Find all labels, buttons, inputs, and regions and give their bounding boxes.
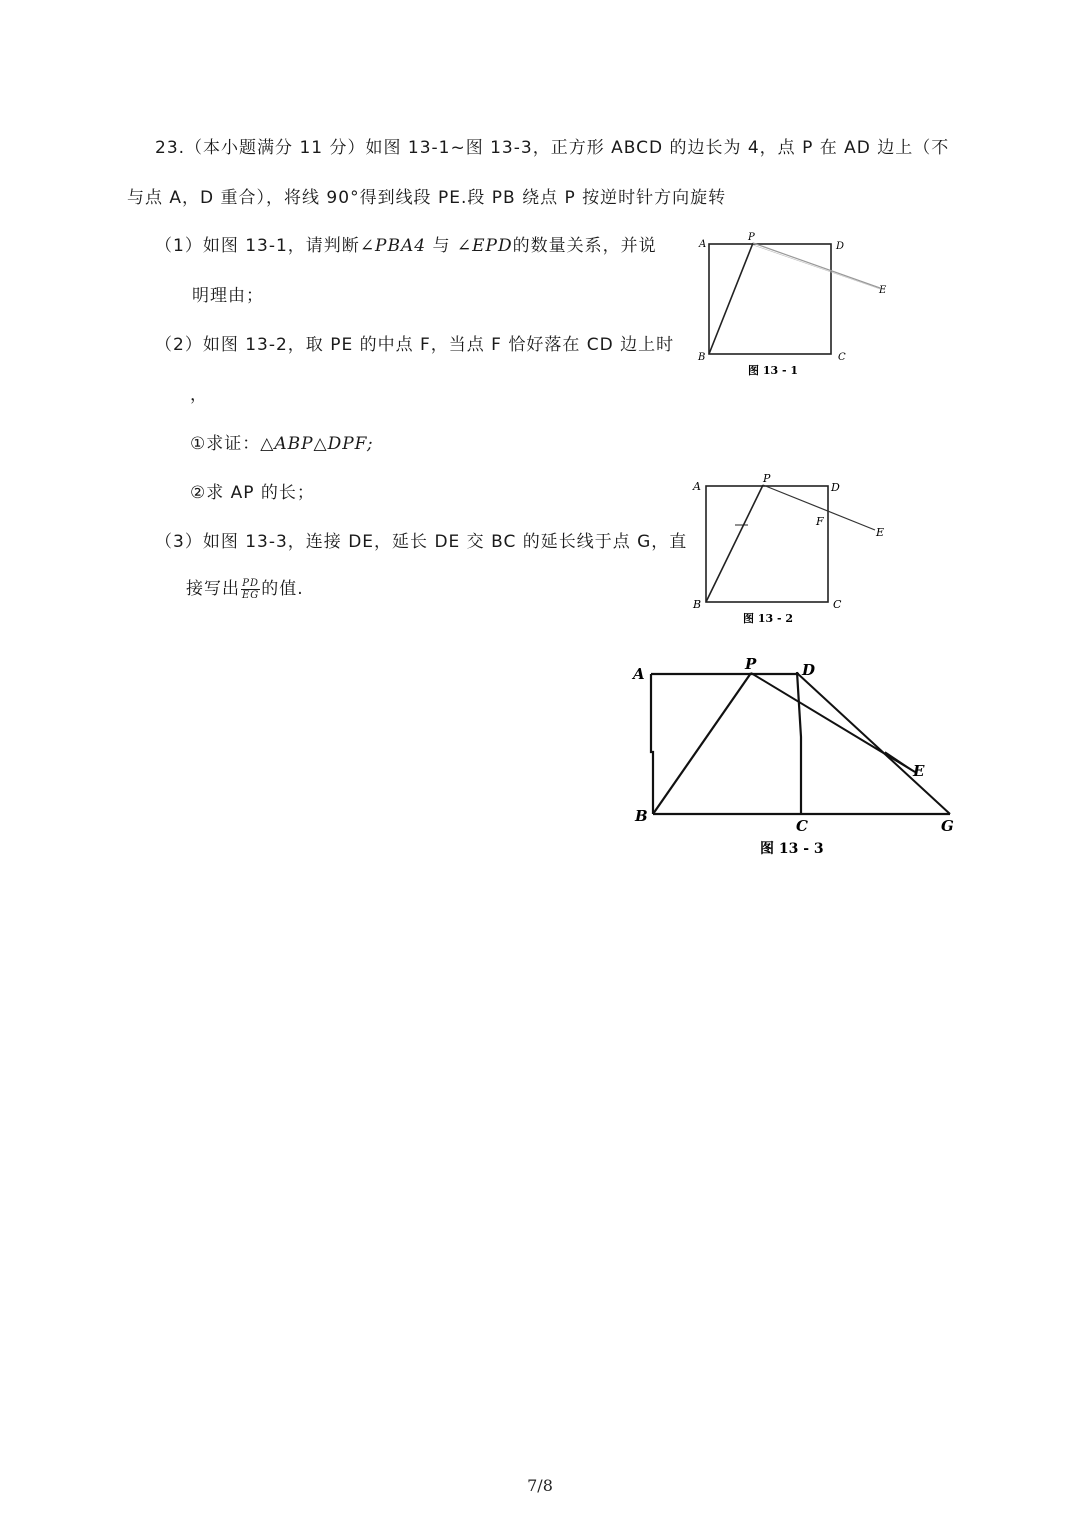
part2-sub-1: [190, 429, 374, 454]
fraction-denominator: EG: [242, 589, 260, 601]
figure-13-2-svg: [685, 470, 900, 630]
fig2-label-f: F: [816, 515, 824, 528]
part1-prefix: （1）如图 13-1，请判断: [155, 236, 360, 256]
part2-sub1-prefix: ①求证：: [190, 434, 261, 454]
fig2-label-e: E: [876, 526, 885, 539]
page-number: 7/8: [527, 1476, 553, 1495]
fig3-caption: 图 13 - 3: [760, 841, 824, 857]
part3-text: （3）如图 13-3，连接 DE，延长 DE 交 BC 的延长线于点 G，直: [155, 532, 688, 552]
fig1-label-b: B: [698, 352, 706, 363]
fig3-label-b: B: [635, 807, 648, 825]
part2-sub2-text: ②求 AP 的长；: [190, 483, 315, 503]
problem-intro-2: 与点 A，D 重合），将线 90°得到线段 PE.段 PB 绕点 P 按逆时针方向旋转: [127, 188, 727, 208]
fraction-numerator: PD: [242, 577, 260, 589]
part1-mid: 与: [426, 236, 457, 256]
fig3-label-d: D: [802, 661, 816, 679]
fig2-label-b: B: [693, 598, 702, 611]
part2-comma: ，: [190, 385, 208, 405]
fig1-label-c: C: [838, 352, 846, 363]
figure-13-3-svg: [625, 652, 970, 862]
fig3-label-p: P: [745, 655, 757, 673]
part2-line-1: [155, 330, 674, 355]
problem-intro-1: 23.（本小题满分 11 分）如图 13-1~图 13-3，正方形 ABCD 的边长为 4，点 P 在 AD 边上（不: [155, 138, 950, 158]
part2-sub1-similar: △ABP△DPF;: [260, 434, 374, 454]
part3-fraction: [241, 578, 260, 601]
figure-13-1: [690, 228, 900, 387]
fig3-label-a: A: [633, 665, 645, 683]
figure-13-3: [625, 652, 970, 866]
fig2-label-c: C: [833, 598, 842, 611]
fig3-label-g: G: [941, 817, 954, 835]
fig1-label-p: P: [748, 232, 755, 243]
fig2-label-a: A: [693, 480, 701, 493]
figure-13-2: [685, 470, 900, 634]
fig1-label-d: D: [836, 241, 845, 252]
part1-reason: 明理由；: [192, 286, 264, 306]
fig2-label-p: P: [763, 472, 771, 485]
part1-line-1: [155, 231, 657, 256]
fig3-label-c: C: [796, 817, 808, 835]
figure-13-1-svg: [690, 228, 900, 383]
part3-prefix: 接写出: [186, 579, 240, 599]
part2-line-2: [190, 380, 208, 405]
part3-line-2: [186, 574, 304, 601]
problem-line-1: [155, 133, 949, 158]
part1-angle-pba: ∠PBA4: [359, 236, 427, 256]
part1-suffix: 的数量关系，并说: [512, 236, 657, 256]
part3-suffix: 的值.: [261, 579, 304, 599]
part3-line-1: [155, 527, 687, 552]
fig3-label-e: E: [913, 762, 925, 780]
part2-text: （2）如图 13-2，取 PE 的中点 F，当点 F 恰好落在 CD 边上时: [155, 335, 675, 355]
fig1-label-a: A: [699, 239, 707, 250]
fig1-label-e: E: [879, 285, 887, 296]
problem-line-2: [127, 183, 726, 208]
part1-angle-epd: ∠EPD: [456, 236, 513, 256]
part2-sub-2: [190, 478, 315, 503]
part1-line-2: [192, 281, 264, 306]
fig1-caption: 图 13 - 1: [748, 364, 799, 377]
fig2-label-d: D: [831, 481, 840, 494]
fig2-caption: 图 13 - 2: [743, 612, 794, 625]
